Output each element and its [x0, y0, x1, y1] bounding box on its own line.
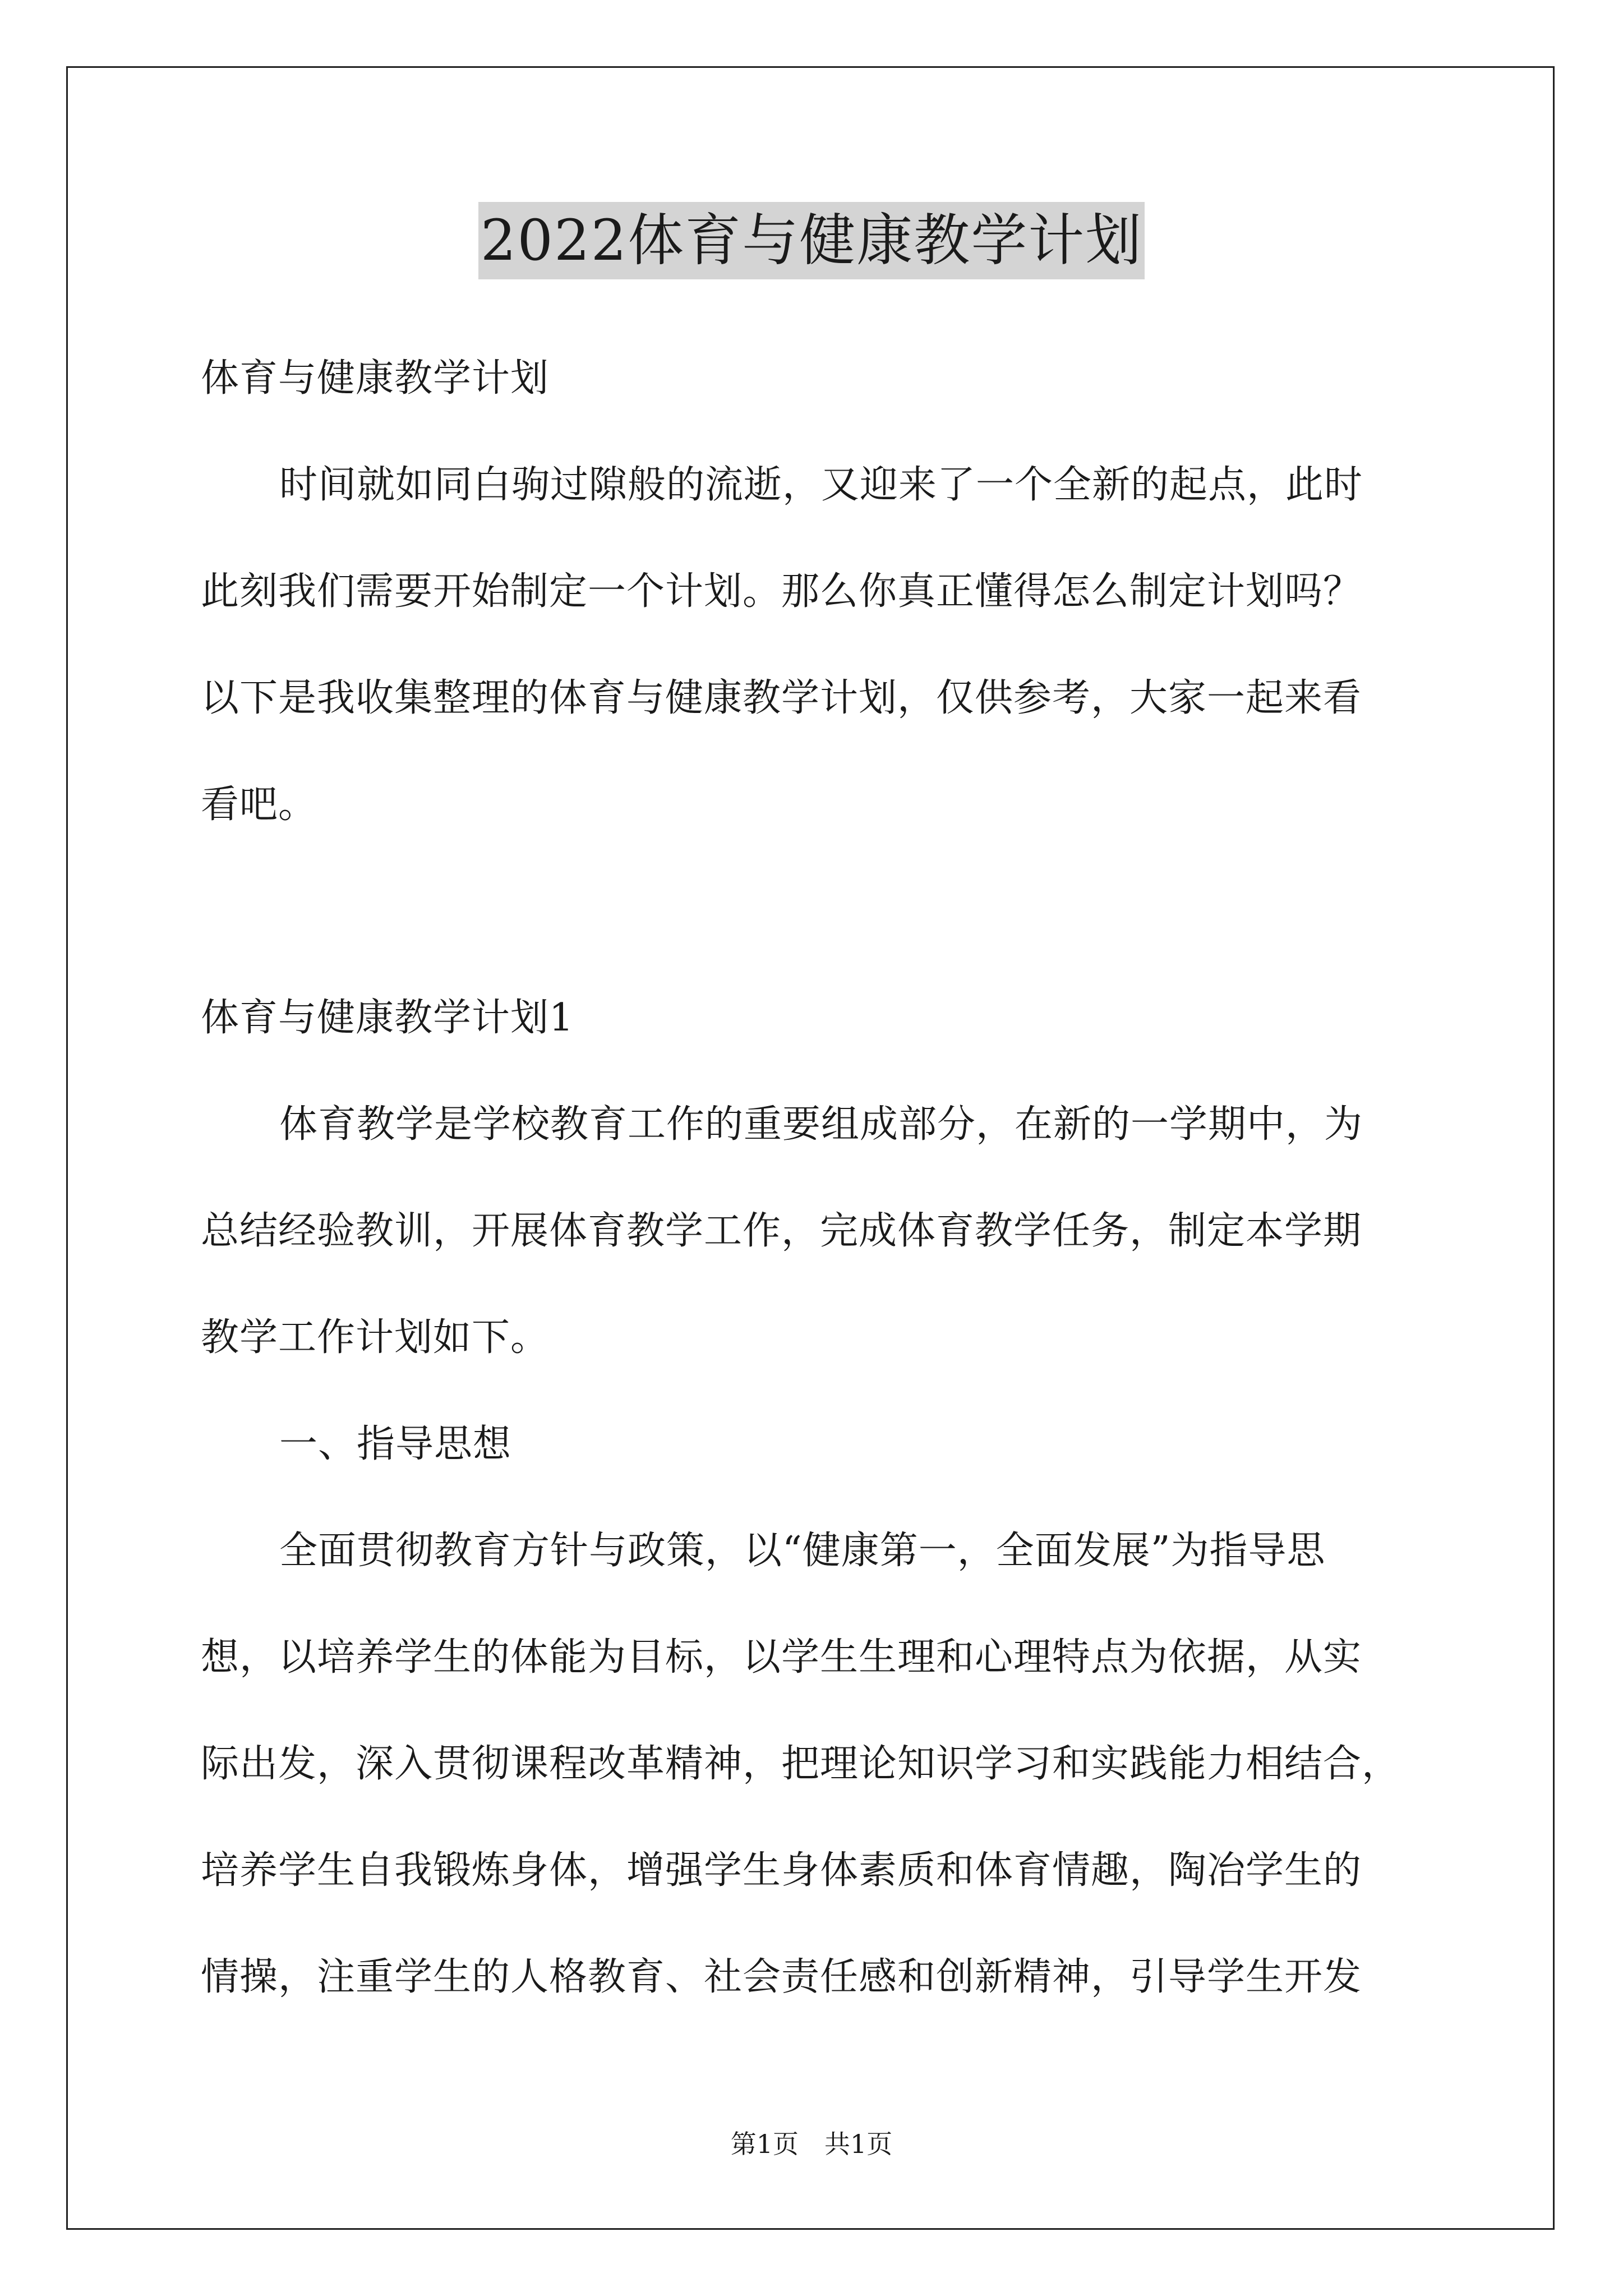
paragraph-line: 此刻我们需要开始制定一个计划。那么你真正懂得怎么制定计划吗？ [201, 569, 1362, 614]
paragraph-line: 时间就如同白驹过隙般的流逝，又迎来了一个全新的起点，此时 [279, 463, 1363, 507]
page-number-total: 共1页 [824, 2129, 893, 2159]
paragraph-line: 总结经验教训，开展体育教学工作，完成体育教学任务，制定本学期 [201, 1209, 1362, 1253]
paragraph-line: 体育教学是学校教育工作的重要组成部分，在新的一学期中，为 [279, 1102, 1363, 1147]
section-heading: 体育与健康教学计划 [201, 356, 550, 401]
paragraph-line: 培养学生自我锻炼身体，增强学生身体素质和体育情趣，陶冶学生的 [201, 1848, 1362, 1893]
paragraph-line: 际出发，深入贯彻课程改革精神，把理论知识学习和实践能力相结合， [201, 1742, 1401, 1786]
paragraph-line: 情操，注重学生的人格教育、社会责任感和创新精神，引导学生开发 [201, 1955, 1362, 1999]
paragraph-line: 全面贯彻教育方针与政策，以“健康第一，全面发展”为指导思 [279, 1529, 1326, 1573]
title-container [0, 202, 1623, 279]
document-title: 2022体育与健康教学计划 [478, 202, 1145, 279]
paragraph-line: 教学工作计划如下。 [201, 1315, 550, 1360]
paragraph-line: 想，以培养学生的体能为目标，以学生生理和心理特点为依据，从实 [201, 1635, 1362, 1680]
page-footer [0, 2127, 1623, 2161]
section-heading: 体育与健康教学计划1 [201, 996, 574, 1040]
page-number-current: 第1页 [730, 2129, 799, 2159]
paragraph-line: 看吧。 [201, 783, 317, 827]
subsection-heading: 一、指导思想 [279, 1422, 512, 1466]
paragraph-line: 以下是我收集整理的体育与健康教学计划，仅供参考，大家一起来看 [201, 676, 1362, 720]
